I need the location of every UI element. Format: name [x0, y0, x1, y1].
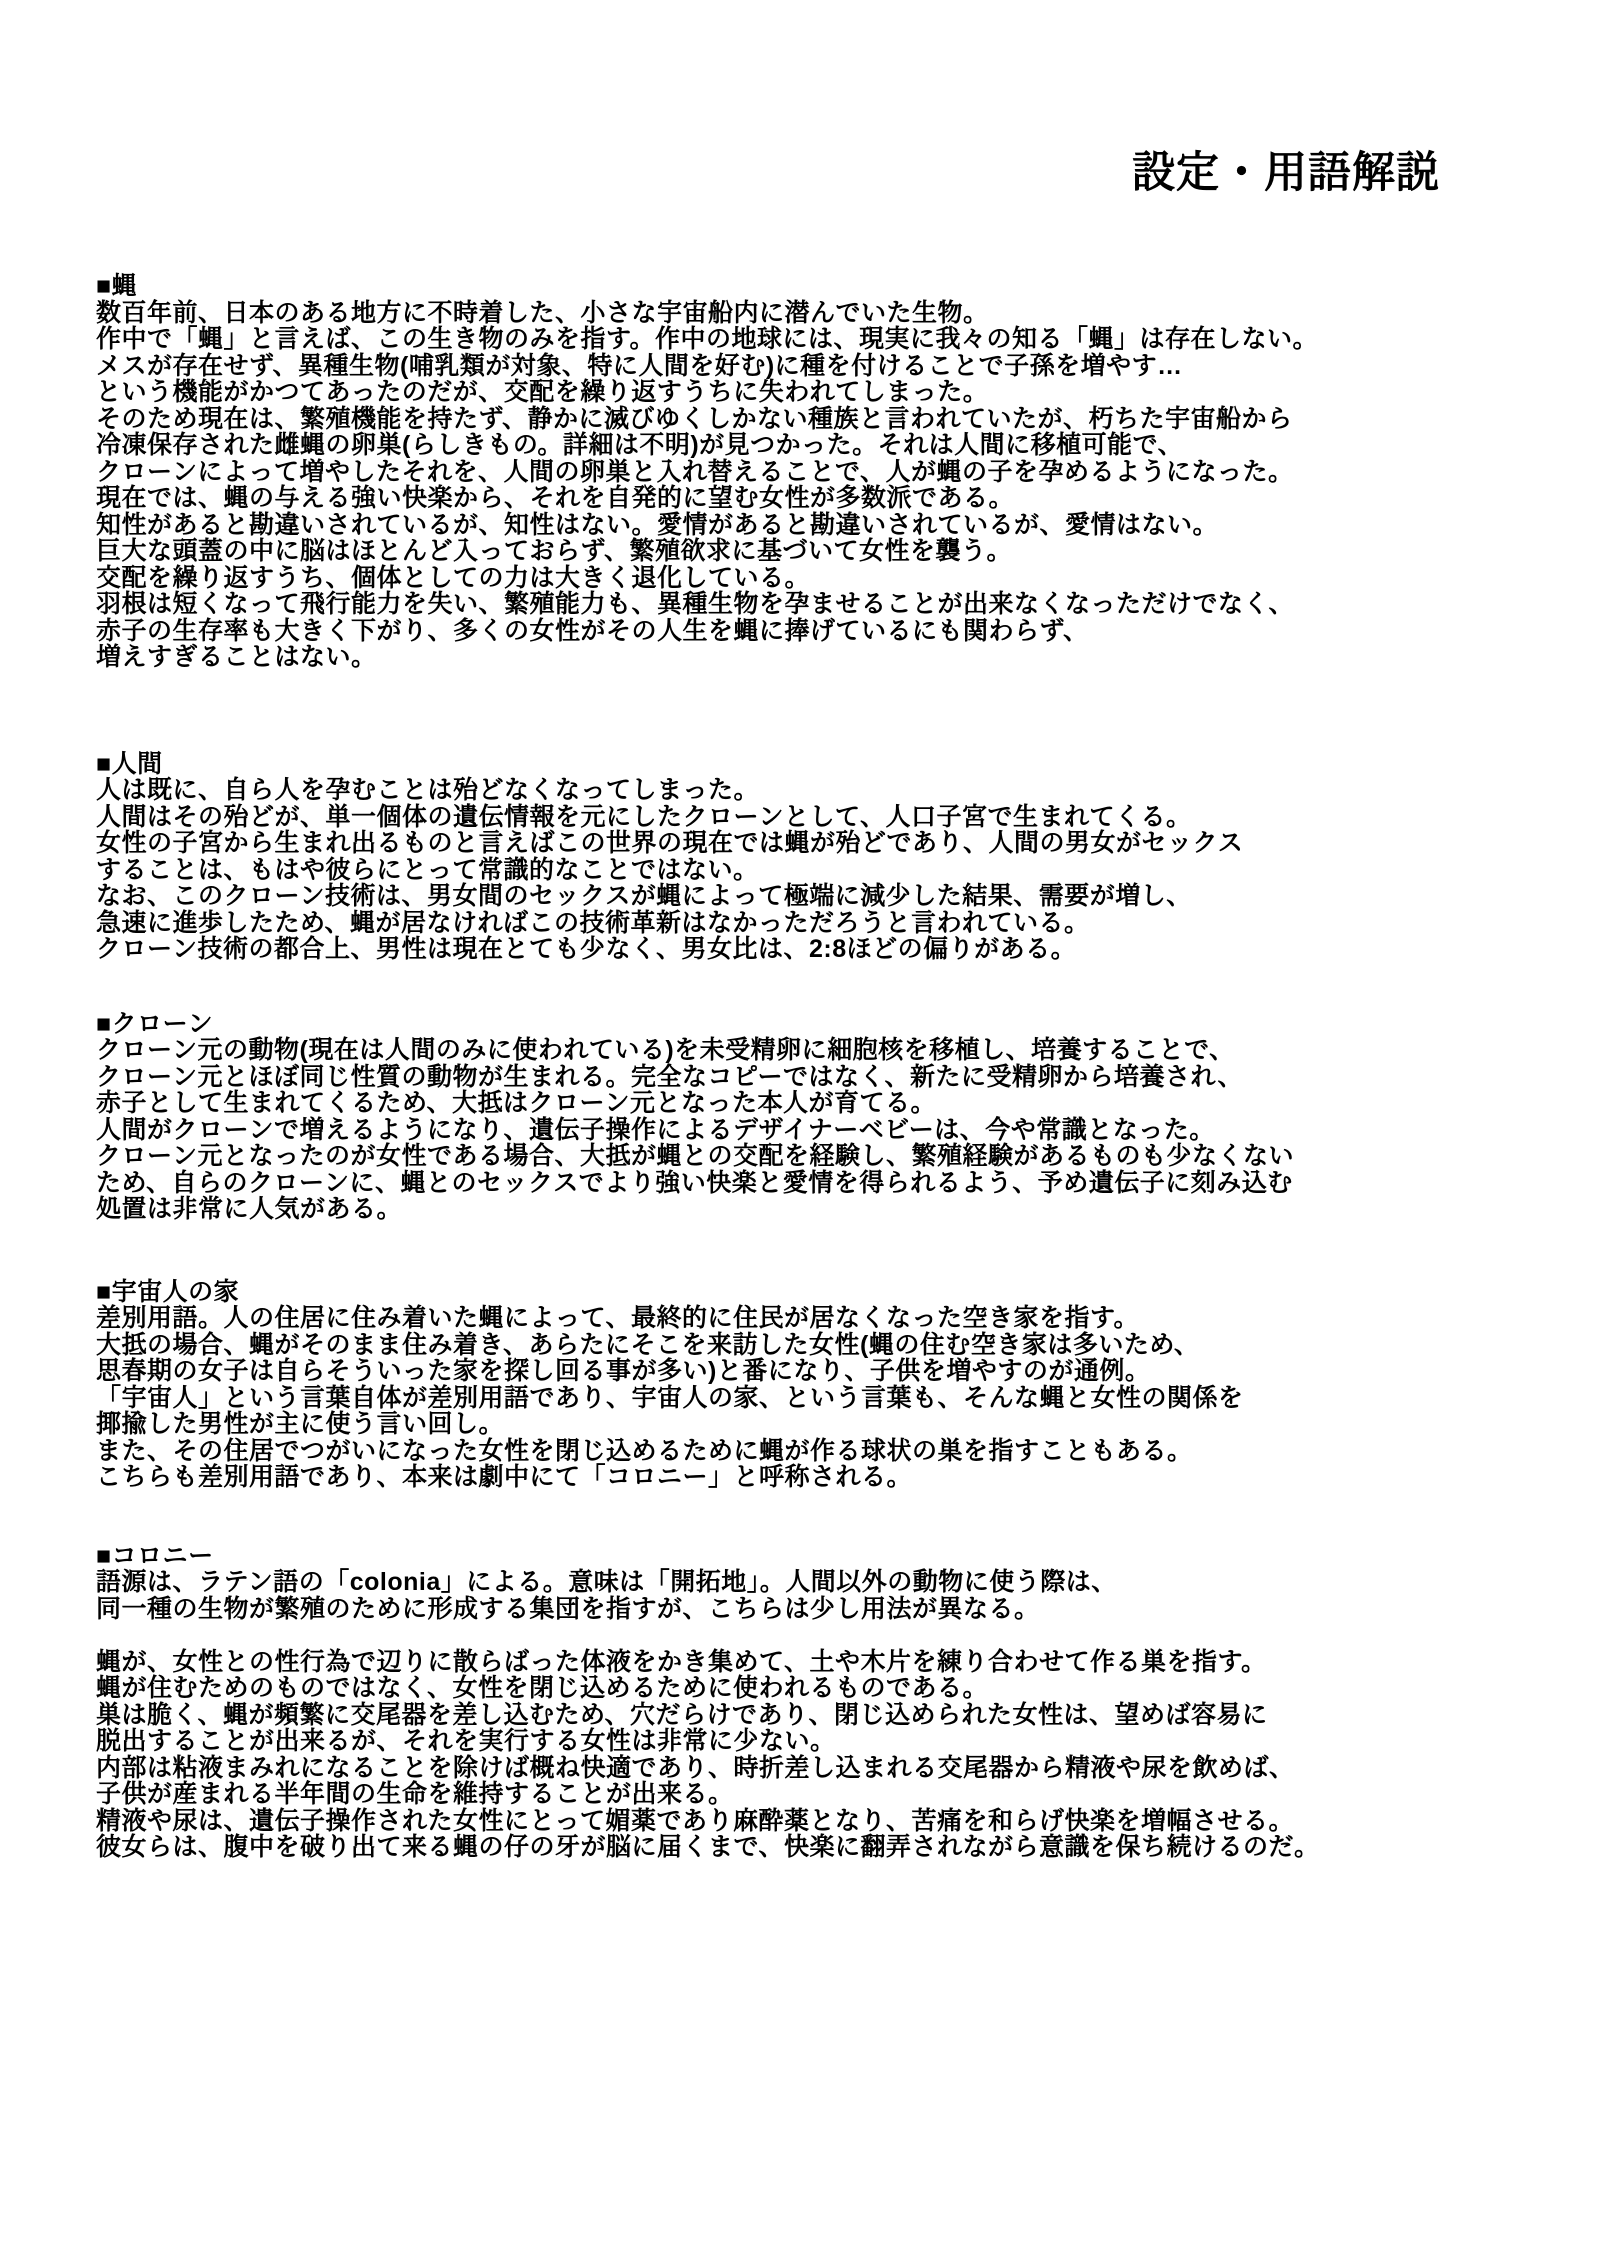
glossary-section — [96, 273, 1540, 671]
glossary-section — [96, 751, 1540, 963]
text-line: ため、自らのクローンに、蝿とのセックスでより強い快楽と愛情を得られるよう、予め遺伝子に刻み込む — [96, 1168, 1293, 1197]
text-line: メスが存在せず、異種生物(哺乳類が対象、特に人間を好む)に種を付けることで子孫を増やす… — [96, 351, 1183, 380]
text-line: 同一種の生物が繁殖のために形成する集団を指すが、こちらは少し用法が異なる。 — [96, 1594, 1040, 1623]
text-line: 女性の子宮から生まれ出るものと言えばこの世界の現在では蝿が殆どであり、人間の男女がセックス — [96, 829, 1244, 858]
section-heading: ■クローン — [96, 1009, 214, 1038]
text-line: 処置は非常に人気がある。 — [96, 1195, 403, 1224]
page-title: 設定・用語解説 — [1132, 149, 1440, 197]
text-line: 人は既に、自ら人を孕むことは殆どなくなってしまった。 — [96, 776, 760, 805]
text-line: 「宇宙人」という言葉自体が差別用語であり、宇宙人の家、という言葉も、そんな蝿と女性の関係を — [96, 1383, 1244, 1412]
text-line: 脱出することが出来るが、それを実行する女性は非常に少ない。 — [96, 1727, 836, 1756]
text-line: 差別用語。人の住居に住み着いた蝿によって、最終的に住民が居なくなった空き家を指す。 — [96, 1304, 1140, 1333]
text-line: なお、このクローン技術は、男女間のセックスが蝿によって極端に減少した結果、需要が増し、 — [96, 882, 1192, 911]
text-line: そのため現在は、繁殖機能を持たず、静かに滅びゆくしかない種族と言われていたが、朽ちた宇宙船から — [96, 404, 1293, 433]
text-line: 子供が産まれる半年間の生命を維持することが出来る。 — [96, 1780, 734, 1809]
text-line: 知性があると勘違いされているが、知性はない。愛情があると勘違いされているが、愛情はない。 — [96, 510, 1219, 539]
text-line: 増えすぎることはない。 — [96, 643, 377, 672]
text-line: 羽根は短くなって飛行能力を失い、繁殖能力も、異種生物を孕ませることが出来なくなっただけでなく、 — [96, 590, 1295, 619]
glossary-sections — [96, 273, 1540, 1861]
glossary-section — [96, 1543, 1540, 1861]
text-line: 内部は粘液まみれになることを除けば概ね快適であり、時折差し込まれる交尾器から精液や尿を飲めば、 — [96, 1753, 1295, 1782]
text-line: 大抵の場合、蝿がそのまま住み着き、あらたにそこを来訪した女性(蝿の住む空き家は多いため、 — [96, 1330, 1200, 1359]
text-line: することは、もはや彼らにとって常識的なことではない。 — [96, 855, 759, 884]
text-line: 急速に進歩したため、蝿が居なければこの技術革新はなかっただろうと言われている。 — [96, 908, 1090, 937]
glossary-section — [96, 1279, 1540, 1491]
text-line: クローン元となったのが女性である場合、大抵が蝿との交配を経験し、繁殖経験があるものも少なくない — [96, 1142, 1295, 1171]
text-line: 巣は脆く、蝿が頻繁に交尾器を差し込むため、穴だらけであり、閉じ込められた女性は、望めば容易に — [96, 1700, 1268, 1729]
text-line: という機能がかつてあったのだが、交配を繰り返すうちに失われてしまった。 — [96, 378, 989, 407]
text-line: 赤子の生存率も大きく下がり、多くの女性がその人生を蝿に捧げているにも関わらず、 — [96, 616, 1089, 645]
text-line: 精液や尿は、遺伝子操作された女性にとって媚薬であり麻酔薬となり、苦痛を和らげ快楽を増幅させる。 — [96, 1806, 1295, 1835]
section-heading: ■人間 — [96, 749, 163, 778]
text-line: 思春期の女子は自らそういった家を探し回る事が多い)と番になり、子供を増やすのが通例。 — [96, 1357, 1151, 1386]
glossary-section — [96, 1011, 1540, 1223]
text-line: 彼女らは、腹中を破り出て来る蝿の仔の牙が脳に届くまで、快楽に翻弄されながら意識を保ち続けるのだ。 — [96, 1833, 1320, 1862]
text-line: 人間はその殆どが、単一個体の遺伝情報を元にしたクローンとして、人口子宮で生まれてくる。 — [96, 802, 1192, 831]
text-line: また、その住居でつがいになった女性を閉じ込めるために蝿が作る球状の巣を指すこともある。 — [96, 1436, 1193, 1465]
text-line: 蝿が住むためのものではなく、女性を閉じ込めるために使われるものである。 — [96, 1674, 989, 1703]
section-heading: ■宇宙人の家 — [96, 1277, 240, 1306]
text-line: 語源は、ラテン語の「colonia」による。意味は「開拓地」。人間以外の動物に使う際は、 — [96, 1568, 1117, 1597]
section-heading: ■コロニー — [96, 1541, 214, 1570]
text-line: こちらも差別用語であり、本来は劇中にて「コロニー」と呼称される。 — [96, 1463, 913, 1492]
section-heading: ■蝿 — [96, 272, 138, 301]
text-line: 数百年前、日本のある地方に不時着した、小さな宇宙船内に潜んでいた生物。 — [96, 298, 989, 327]
text-line: 揶揄した男性が主に使う言い回し。 — [96, 1410, 505, 1439]
text-line: クローン元の動物(現在は人間のみに使われている)を未受精卵に細胞核を移植し、培養することで、 — [96, 1036, 1235, 1065]
text-line: 冷凍保存された雌蝿の卵巣(らしきもの。詳細は不明)が見つかった。それは人間に移植可能で、 — [96, 431, 1184, 460]
blank-line — [96, 1622, 1540, 1649]
text-line: クローンによって増やしたそれを、人間の卵巣と入れ替えることで、人が蝿の子を孕めるようになった。 — [96, 457, 1294, 486]
text-line: 赤子として生まれてくるため、大抵はクローン元となった本人が育てる。 — [96, 1089, 937, 1118]
text-line: 作中で「蝿」と言えば、この生き物のみを指す。作中の地球には、現実に我々の知る「蝿」は存在しない。 — [96, 325, 1319, 354]
text-line: 巨大な頭蓋の中に脳はほとんど入っておらず、繁殖欲求に基づいて女性を襲う。 — [96, 537, 1013, 566]
text-line: クローン技術の都合上、男性は現在とても少なく、男女比は、2:8ほどの偏りがある。 — [96, 935, 1077, 964]
text-line: 交配を繰り返すうち、個体としての力は大きく退化している。 — [96, 563, 811, 592]
text-line: クローン元とほぼ同じ性質の動物が生まれる。完全なコピーではなく、新たに受精卵から培養され、 — [96, 1062, 1244, 1091]
text-line: 現在では、蝿の与える強い快楽から、それを自発的に望む女性が多数派である。 — [96, 484, 1015, 513]
text-line: 人間がクローンで増えるようになり、遺伝子操作によるデザイナーベビーは、今や常識となった。 — [96, 1115, 1215, 1144]
text-line: 蝿が、女性との性行為で辺りに散らばった体液をかき集めて、土や木片を練り合わせて作る巣を指す。 — [96, 1647, 1267, 1676]
